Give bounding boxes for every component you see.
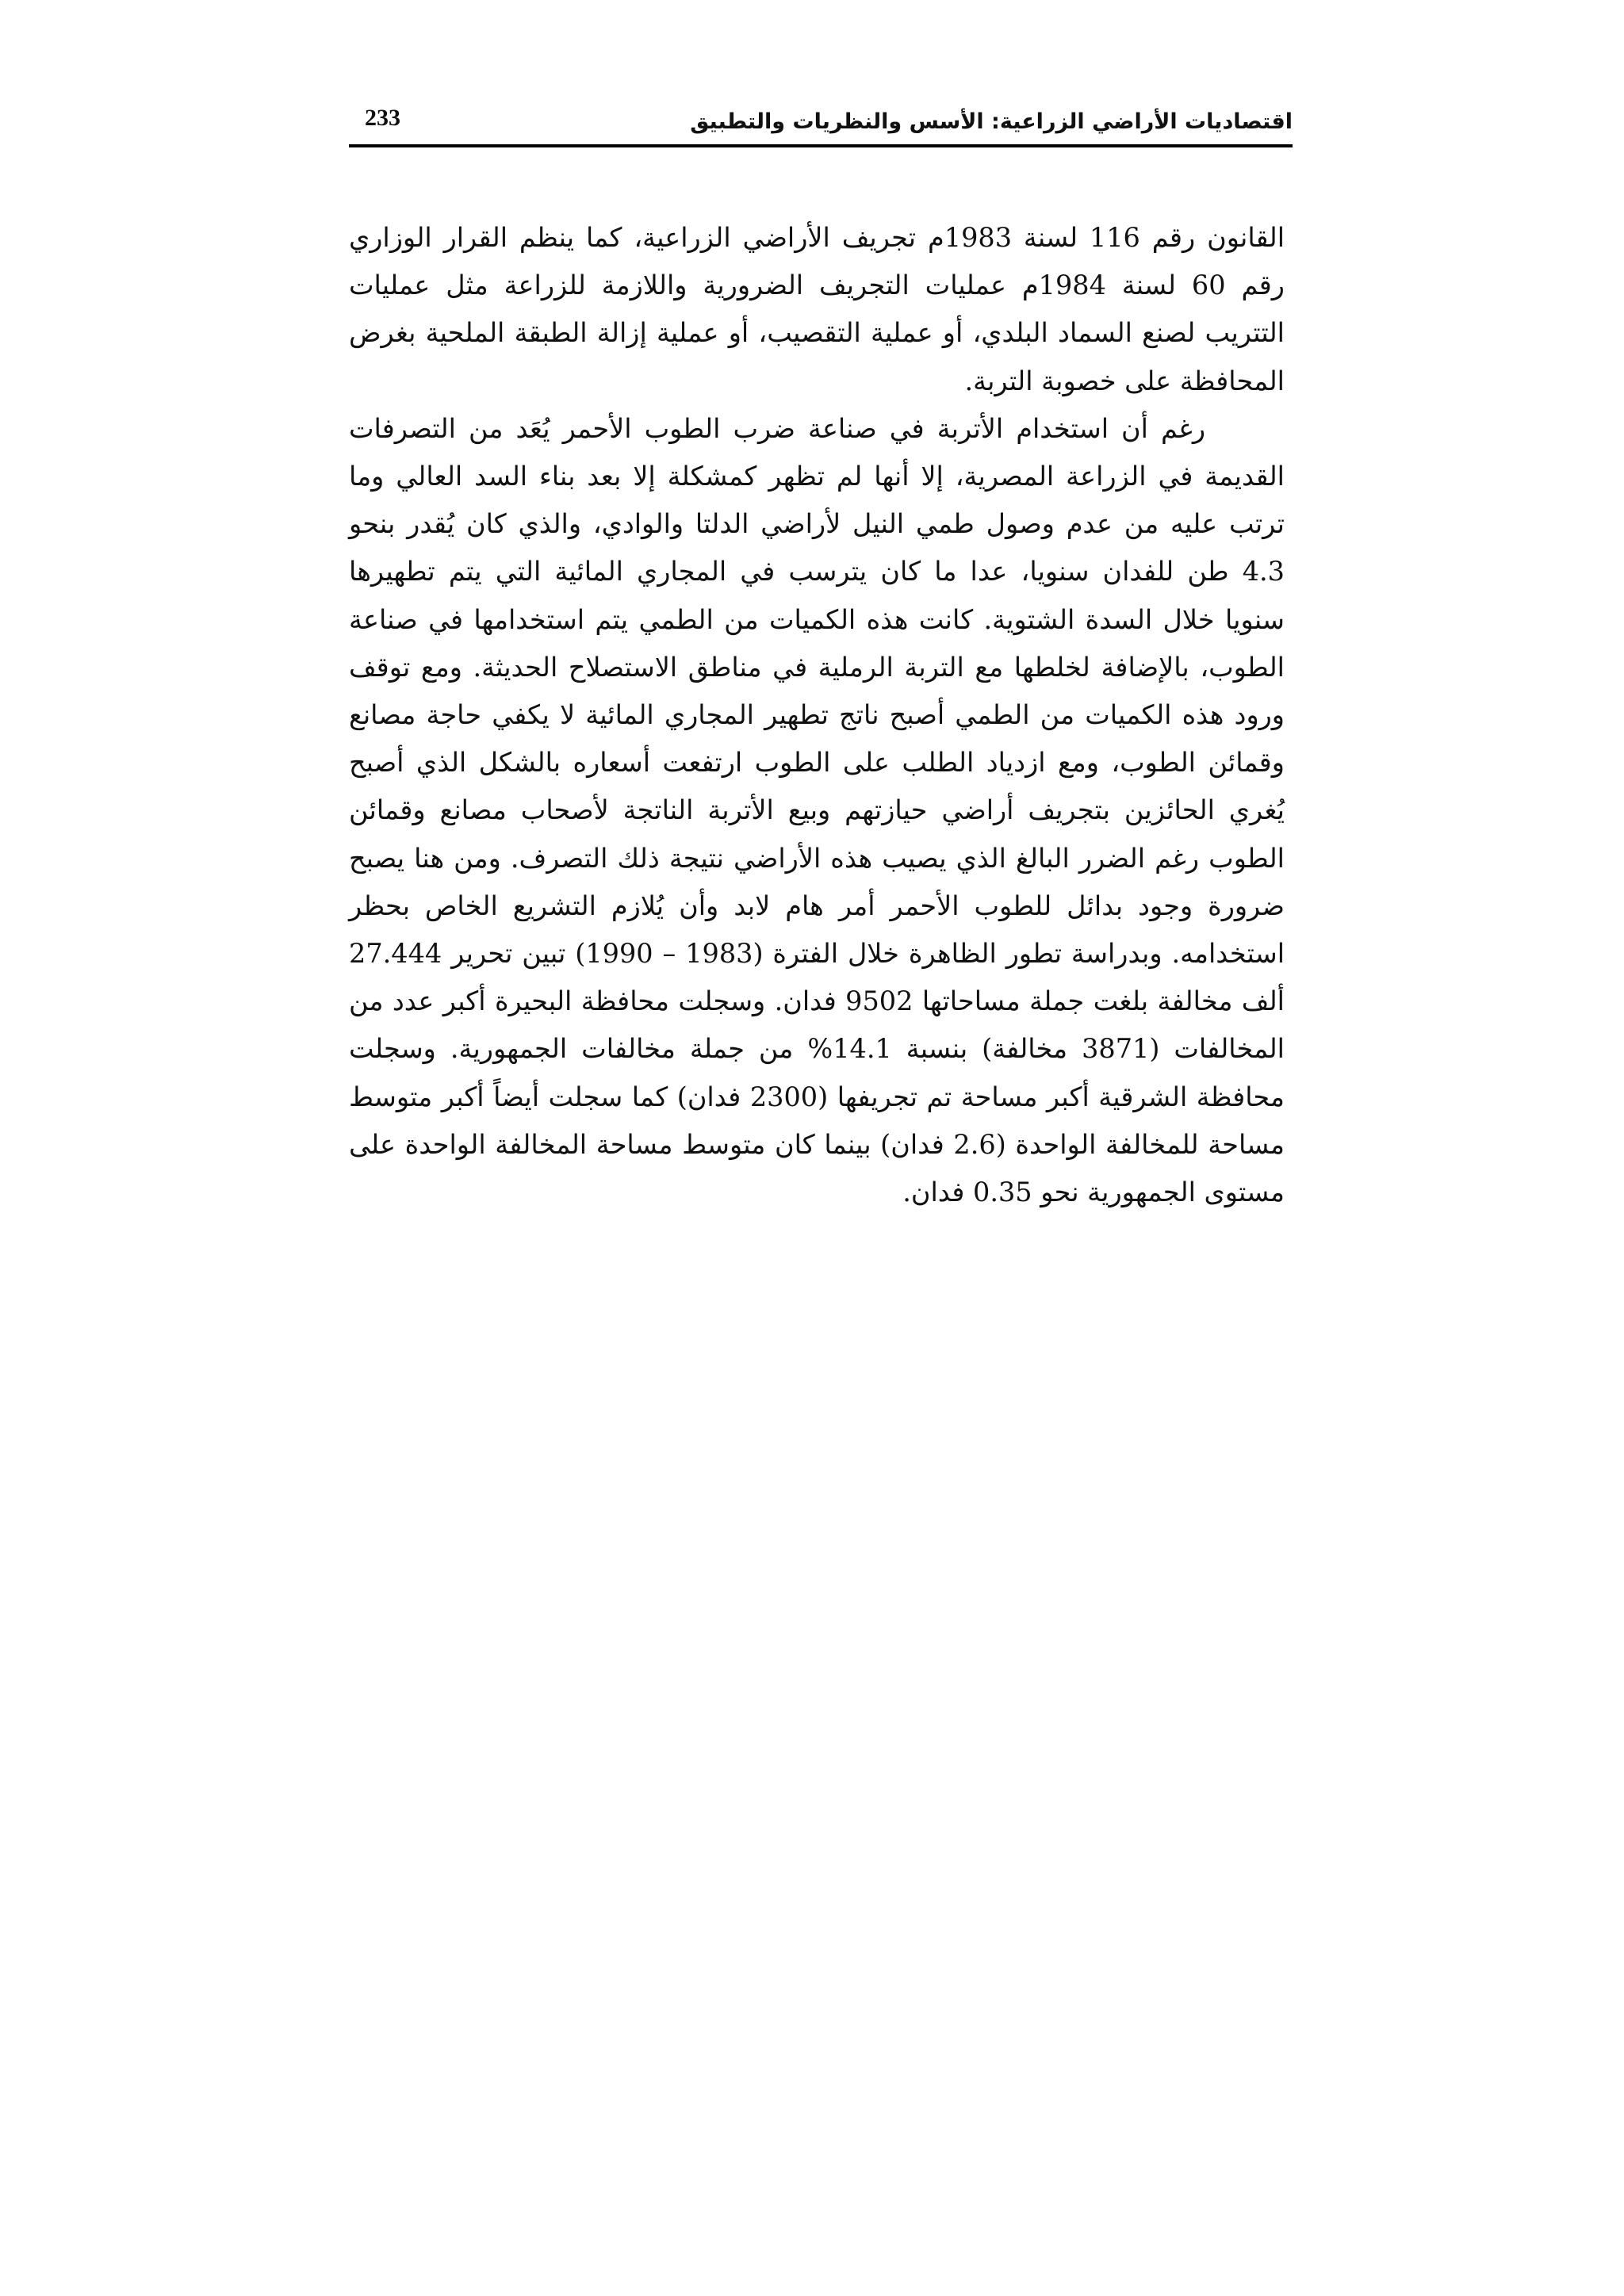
paragraph-1: القانون رقم 116 لسنة 1983م تجريف الأراضي الزراعية، كما ينظم القرار الوزاري رقم 60 لسنة 1984م عمليات التجريف الضرورية واللازمة للزراعة مثل عمليات التتريب لصنع السماد البلدي، أو عملية التقصيب، أو عملية إزالة الطبقة الملحية بغرض المحافظة على خصوبة التربة.	[349, 222, 1285, 396]
paragraph-2: رغم أن استخدام الأتربة في صناعة ضرب الطوب الأحمر يُعَد من التصرفات القديمة في الزراعة المصرية، إلا أنها لم تظهر كمشكلة إلا بعد بناء السد العالي وما ترتب عليه من عدم وصول طمي النيل لأراضي الدلتا والوادي، والذي كان يُقدر بنحو 4.3 طن للفدان سنويا، عدا ما كان يترسب في المجاري المائية التي يتم تطهيرها سنويا خلال السدة الشتوية. كانت هذه الكميات من الطمي يتم استخدامها في صناعة الطوب، بالإضافة لخلطها مع التربة الرملية في مناطق الاستصلاح الحديثة. ومع توقف ورود هذه الكميات من الطمي أصبح ناتج تطهير المجاري المائية لا يكفي حاجة مصانع وقمائن الطوب، ومع ازدياد الطلب على الطوب ارتفعت أسعاره بالشكل الذي أصبح يُغري الحائزين بتجريف أراضي حيازتهم وبيع الأتربة الناتجة لأصحاب مصانع وقمائن الطوب رغم الضرر البالغ الذي يصيب هذه الأراضي نتيجة ذلك التصرف. ومن هنا يصبح ضرورة وجود بدائل للطوب الأحمر أمر هام لابد وأن يُلازم التشريع الخاص بحظر استخدامه. وبدراسة تطور الظاهرة خلال الفترة (1983 – 1990) تبين تحرير 27.444 ألف مخالفة بلغت جملة مساحاتها 9502 فدان. وسجلت محافظة البحيرة أكبر عدد من المخالفات (3871 مخالفة) بنسبة 14.1% من جملة مخالفات الجمهورية. وسجلت محافظة الشرقية أكبر مساحة تم تجريفها (2300 فدان) كما سجلت أيضاً أكبر متوسط مساحة للمخالفة الواحدة (2.6 فدان) بينما كان متوسط مساحة المخالفة الواحدة على مستوى الجمهورية نحو 0.35 فدان.	[349, 412, 1285, 1208]
header-divider	[349, 144, 1293, 147]
page-number: 233	[365, 105, 400, 131]
body-text	[349, 214, 1285, 1216]
book-title: اقتصاديات الأراضي الزراعية: الأسس والنظريات والتطبيق	[690, 109, 1293, 134]
page-header	[349, 103, 1293, 151]
